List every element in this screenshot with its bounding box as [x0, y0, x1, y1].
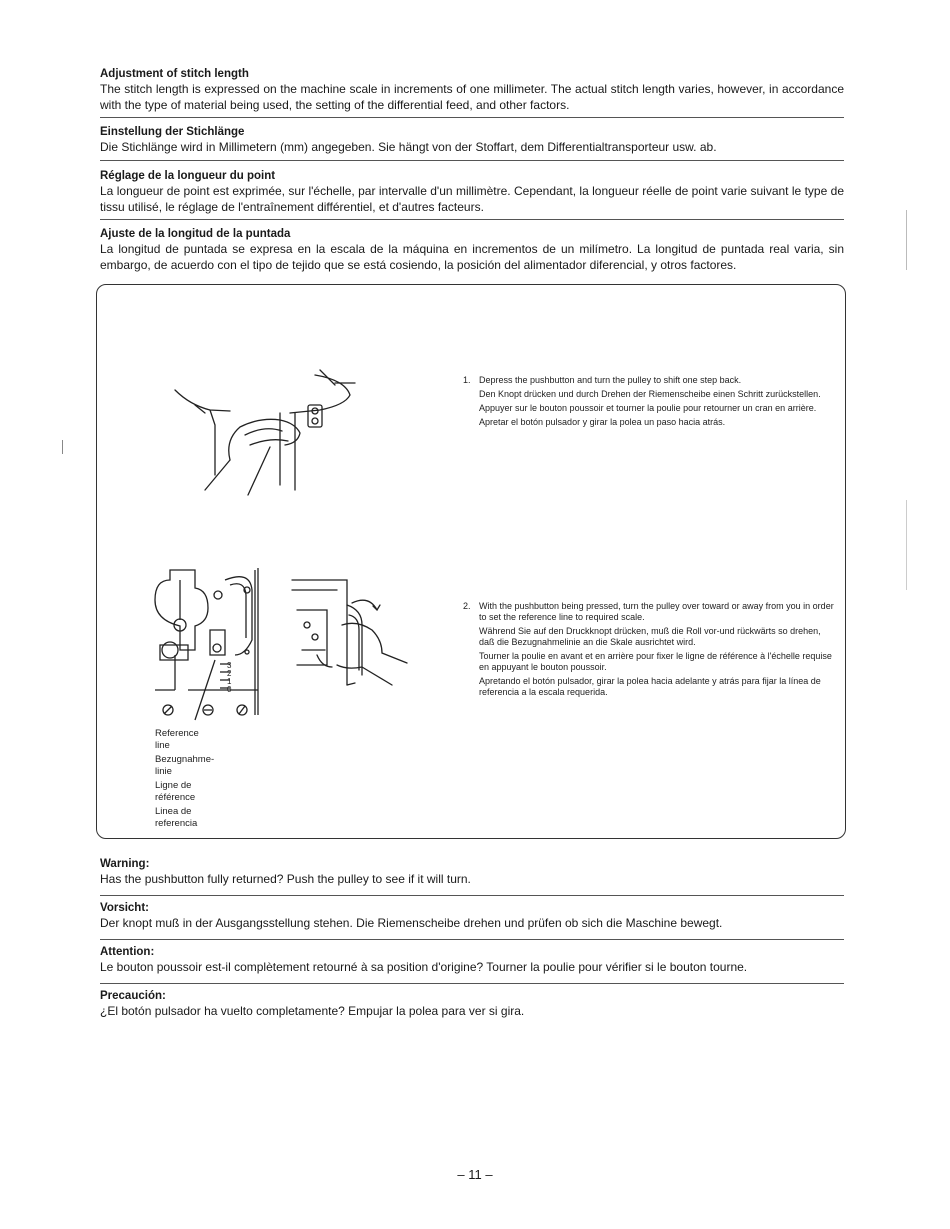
warning-title: Vorsicht:: [100, 902, 149, 914]
step-text-en: Depress the pushbutton and turn the pulley to shift one step back.: [479, 375, 742, 385]
warning-de: [100, 901, 844, 931]
section-title: Adjustment of stitch length: [100, 68, 249, 80]
section-title: Einstellung der Stichlänge: [100, 126, 245, 138]
section-title: Ajuste de la longitud de la puntada: [100, 228, 291, 240]
divider: [100, 219, 844, 220]
warning-text: Der knopt muß in der Ausgangsstellung stehen. Die Riemenscheibe drehen und prüfen ob sich die Maschine bewegt.: [100, 916, 723, 930]
section-en: [100, 67, 844, 113]
warning-text: Has the pushbutton fully returned? Push the pulley to see if it will turn.: [100, 872, 471, 886]
divider: [100, 895, 844, 896]
scale-mark: 0: [227, 685, 232, 694]
section-es: [100, 227, 844, 273]
warning-en: [100, 857, 844, 887]
step-text-de: Während Sie auf den Druckknopt drücken, muß die Roll vor-und rückwärts so drehen, daß die Bezugnahmelinie an die Skale ausrichtet wird.: [479, 626, 821, 647]
reference-label-es: Linea de referencia: [155, 806, 198, 829]
warning-title: Warning:: [100, 858, 150, 870]
divider: [100, 939, 844, 940]
divider: [100, 983, 844, 984]
scale-mark: 3: [227, 661, 232, 670]
reference-label-en: Reference line: [155, 728, 199, 751]
stitch-scale-illustration: [150, 560, 265, 725]
section-text: La longitud de puntada se expresa en la escala de la máquina en incrementos de un milímetro. La longitud de puntada real varia, sin embargo, de acuerdo con el tipo de tejido que se está cosiendo, la posición del alimentador diferencial, y otros factores.: [100, 242, 844, 272]
scan-mark: [906, 210, 907, 270]
step-text-de: Den Knopt drücken und durch Drehen der Riemenscheibe einen Schritt zurückstellen.: [479, 389, 821, 399]
warning-text: ¿El botón pulsador ha vuelto completamente? Empujar la polea para ver si gira.: [100, 1004, 525, 1018]
step-text-fr: Appuyer sur le bouton poussoir et tourner la poulie pour retourner un cran en arrière.: [479, 403, 817, 413]
warning-es: [100, 989, 844, 1019]
warning-fr: [100, 945, 844, 975]
pushbutton-hand-illustration: [170, 365, 370, 500]
reference-label-fr: Ligne de référence: [155, 780, 196, 803]
scan-mark: [62, 440, 63, 454]
step-text-es: Apretando el botón pulsador, girar la polea hacia adelante y atrás para fijar la línea de referencia a la escala requerida.: [479, 676, 821, 697]
warning-text: Le bouton poussoir est-il complètement retourné à sa position d'origine? Tourner la poulie pour vérifier si le bouton tourne.: [100, 960, 748, 974]
divider: [100, 160, 844, 161]
scan-mark: [906, 500, 907, 590]
scale-mark: 1: [227, 677, 232, 686]
warning-title: Attention:: [100, 946, 155, 958]
section-fr: [100, 169, 844, 215]
section-text: Die Stichlänge wird in Millimetern (mm) angegeben. Sie hängt von der Stoffart, dem Differentialtransporteur usw. ab.: [100, 140, 717, 154]
warning-title: Precaución:: [100, 990, 166, 1002]
step-number: 2.: [463, 601, 471, 611]
step-text-en: With the pushbutton being pressed, turn the pulley over toward or away from you in order to set the reference line to required scale.: [479, 601, 834, 622]
reference-label-de: Bezugnahme-linie: [155, 754, 215, 777]
divider: [100, 117, 844, 118]
section-de: [100, 125, 844, 155]
section-text: La longueur de point est exprimée, sur l'échelle, par intervalle d'un millimètre. Cependant, la longueur réelle de point varie suivant le type de tissu utilisé, le réglage de l'entraînement différentiel, et d'autres facteurs.: [100, 184, 844, 214]
step-text-es: Apretar el botón pulsador y girar la polea un paso hacia atrás.: [479, 417, 726, 427]
section-title: Réglage de la longueur du point: [100, 170, 276, 182]
section-text: The stitch length is expressed on the machine scale in increments of one millimeter. The actual stitch length varies, however, in accordance with the type of material being used, the setting of the differential feed, and other factors.: [100, 82, 844, 112]
step-text-fr: Tourner la poulie en avant et en arrière pour fixer le ligne de référence à l'échelle requise en appuyant le bouton poussoir.: [479, 651, 832, 672]
step-number: 1.: [463, 375, 471, 385]
scale-mark: 2: [227, 669, 232, 678]
reference-labels: [155, 728, 227, 832]
pulley-turn-illustration: [287, 575, 417, 690]
page-number: – 11 –: [457, 1167, 493, 1182]
